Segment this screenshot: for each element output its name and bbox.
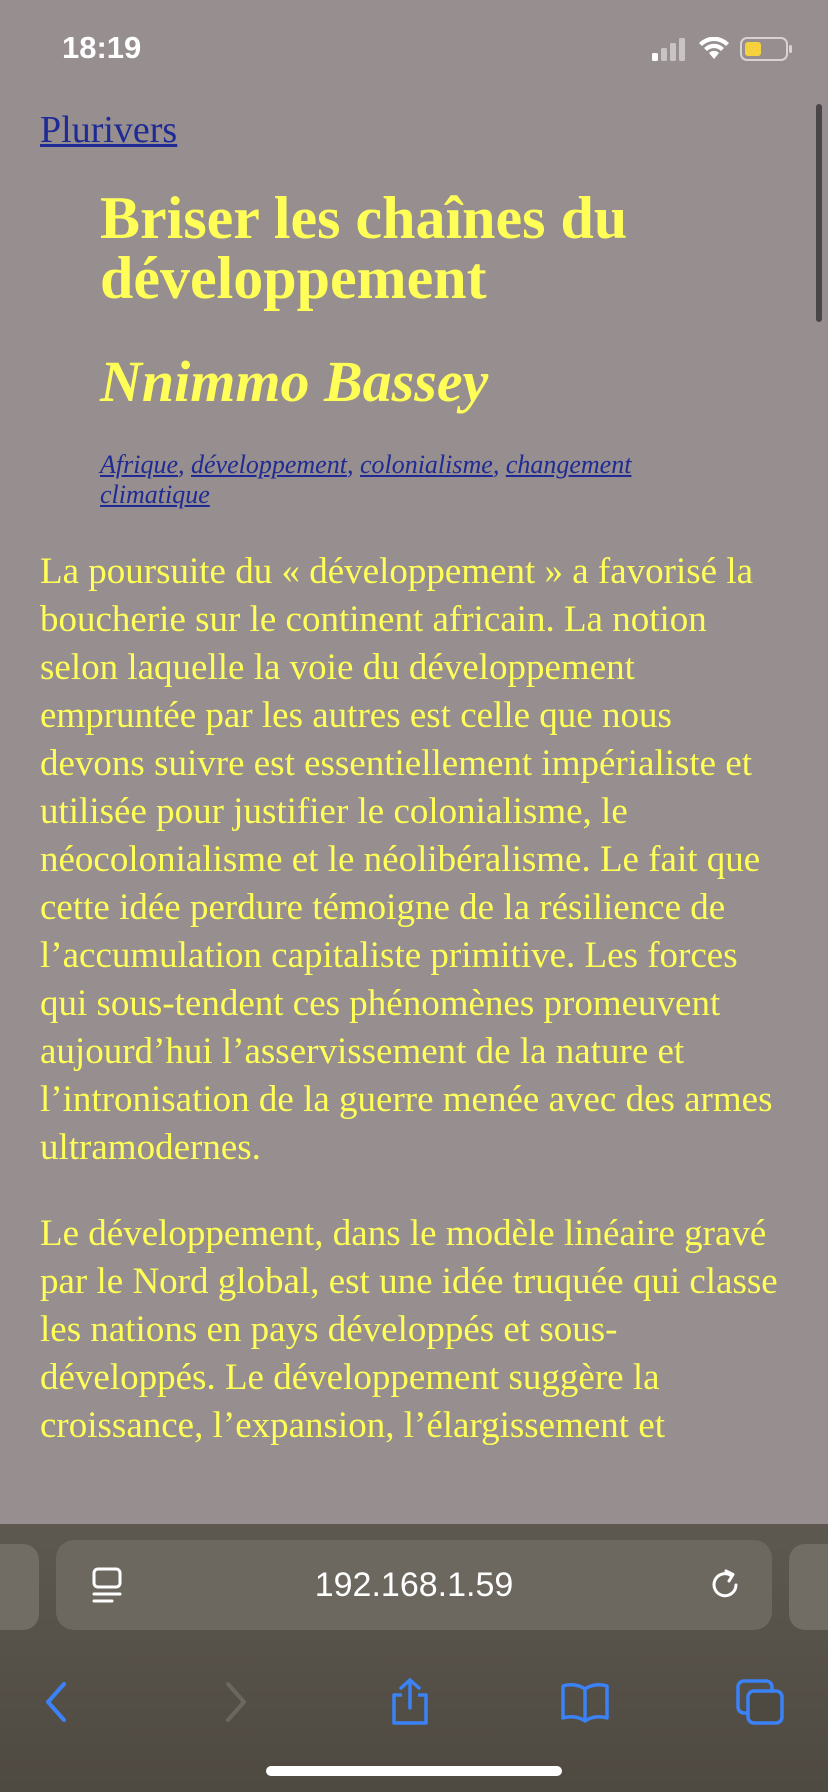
status-time: 18:19 <box>62 30 142 65</box>
share-button[interactable] <box>375 1652 445 1752</box>
body-paragraph: La poursuite du « développement » a favorisé la boucherie sur le continent africain. La notion selon laquelle la voie du développement empruntée par les autres est celle que nous devons suivre est essentiellement impérialiste et utilisée pour justifier le colonialisme, le néocolonialisme et le néolibéralisme. Le fait que cette idée perdure témoigne de la résilience de l’accumulation capitaliste primitive. Les forces qui sous-tendent ces phénomènes promeuvent aujourd’hui l’asservissement de la nature et l’intronisation de la guerre menée avec des armes ultramodernes. <box>40 551 773 1168</box>
tabs-icon <box>736 1679 784 1725</box>
browser-toolbar <box>0 1652 828 1752</box>
tag-separator: , <box>178 450 191 479</box>
next-tab-pill[interactable] <box>789 1544 828 1630</box>
tag-separator: , <box>492 450 506 479</box>
forward-icon <box>220 1680 250 1724</box>
wifi-icon <box>698 37 730 61</box>
back-button[interactable] <box>22 1652 92 1752</box>
status-icons <box>652 34 794 64</box>
previous-tab-pill[interactable] <box>0 1544 39 1630</box>
article <box>40 108 780 1450</box>
bookmarks-button[interactable] <box>550 1652 620 1752</box>
body-paragraph: Le développement, dans le modèle linéaire gravé par le Nord global, est une idée truquée qui classe les nations en pays développés et sous-développés. Le développement suggère la croissance, l’expansion, l’élargissement et <box>40 1213 778 1446</box>
reader-icon[interactable] <box>90 1566 124 1604</box>
cellular-signal-icon <box>652 37 688 61</box>
tag-list <box>100 450 720 510</box>
browser-bottom-bar <box>0 1524 828 1792</box>
address-bar[interactable] <box>56 1540 772 1630</box>
tag-separator: , <box>346 450 360 479</box>
site-link[interactable]: Plurivers <box>40 109 178 151</box>
tag-link-afrique[interactable]: Afrique <box>100 450 178 479</box>
back-icon <box>42 1680 72 1724</box>
tabs-button[interactable] <box>725 1652 795 1752</box>
bookmarks-icon <box>560 1680 610 1724</box>
tag-link-colonialisme[interactable]: colonialisme <box>359 450 493 479</box>
battery-icon <box>740 36 794 62</box>
forward-button[interactable] <box>200 1652 270 1752</box>
tag-link-changement-climatique[interactable]: changement climatique <box>100 450 632 509</box>
author-name: Nnimmo Bassey <box>100 349 489 414</box>
tag-link-developpement[interactable]: développement <box>191 450 347 479</box>
page-title: Briser les chaînes du développement <box>100 185 628 311</box>
article-header <box>100 185 780 510</box>
home-indicator[interactable] <box>266 1766 562 1776</box>
scroll-indicator[interactable] <box>816 104 822 322</box>
reload-icon[interactable] <box>706 1566 744 1604</box>
url-text[interactable]: 192.168.1.59 <box>314 1566 514 1604</box>
share-icon <box>388 1677 432 1727</box>
status-bar <box>0 0 828 100</box>
